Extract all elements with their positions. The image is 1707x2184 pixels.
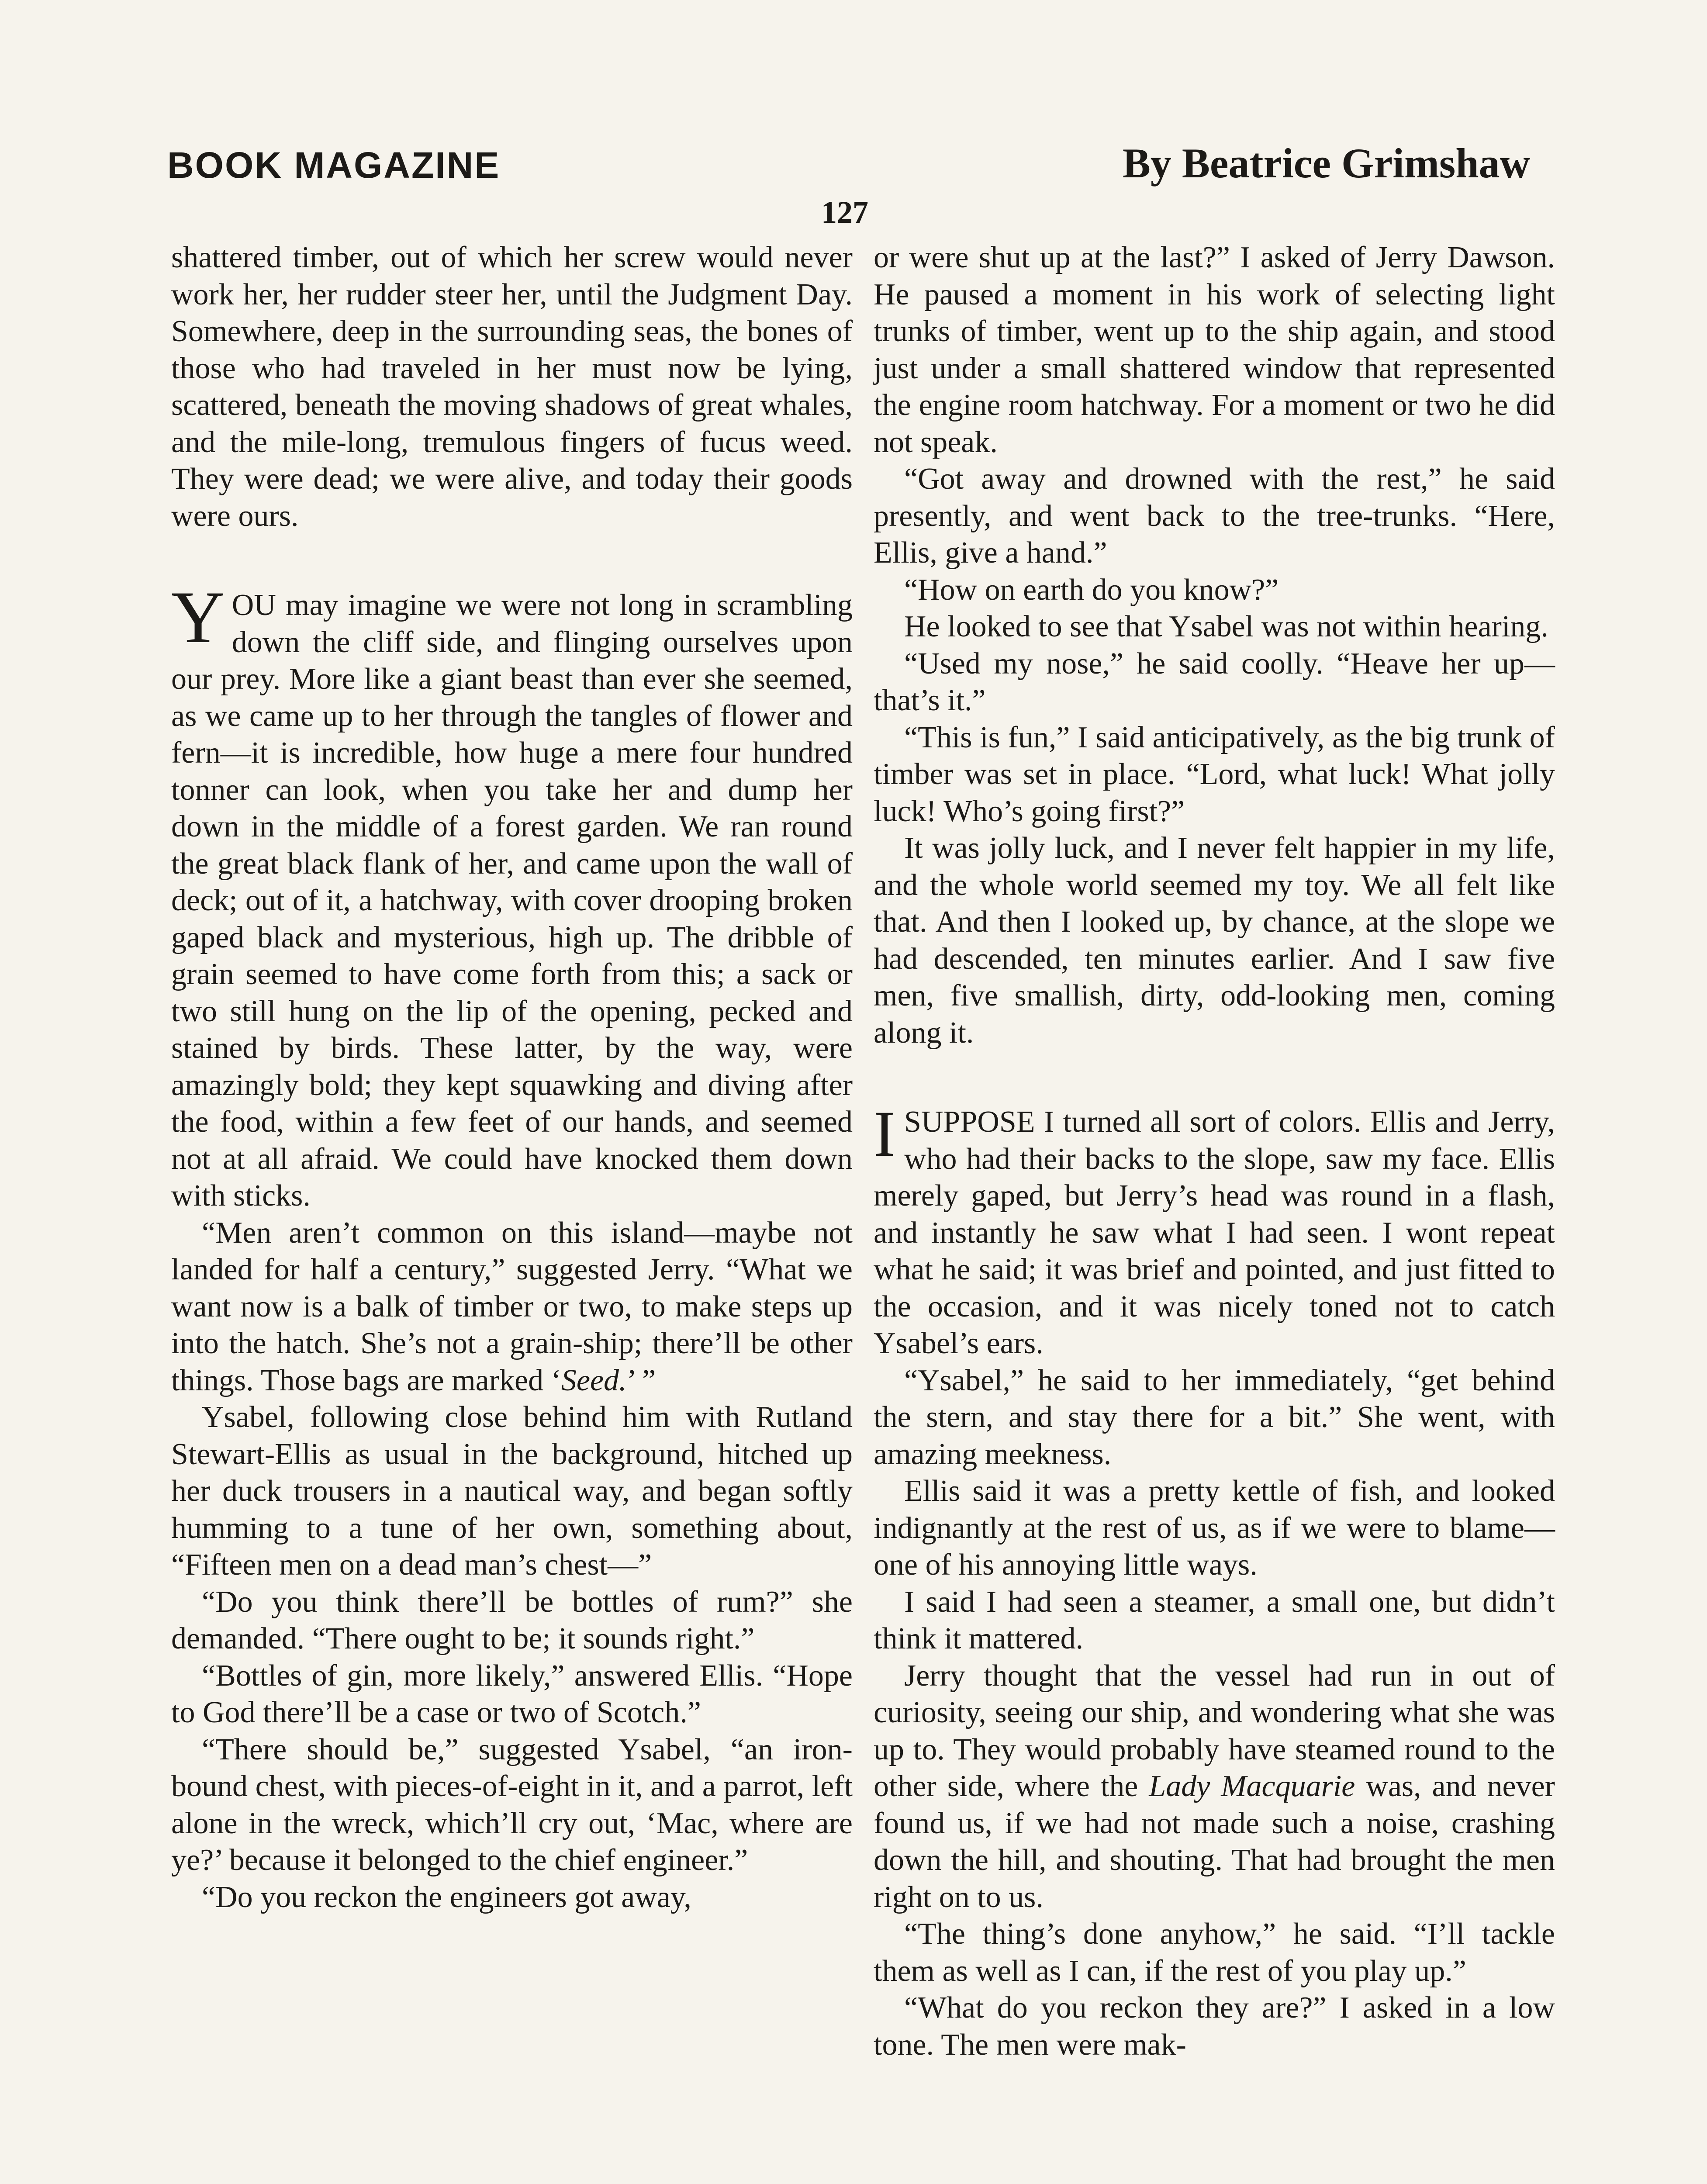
paragraph: shattered timber, out of which her screw would never work her, her rudder steer her, until the Judgment Day. Somewhere, deep in the surrounding seas, the bones of those who had traveled in her must now be lying, scattered, beneath the moving shadows of great whales, and the mile-long, tremulous fingers of fucus weed. They were dead; we were alive, and today their goods were ours. [171, 241, 853, 533]
paragraph: or were shut up at the last?” I asked of Jerry Dawson. He paused a moment in his work of selecting light trunks of timber, went up to the ship again, and stood just under a small shattered window that represented the engine room hatchway. For a moment or two he did not speak. [874, 241, 1555, 459]
author-byline: By Beatrice Grimshaw [1122, 140, 1530, 187]
paragraph: “Got away and drowned with the rest,” he said presently, and went back to the tree-trunks. “Here, Ellis, give a hand.” [874, 462, 1555, 570]
drop-cap: Y [171, 576, 225, 658]
italic-text: Seed. [561, 1363, 627, 1397]
paragraph-text: was, and never found us, if we had not made such a noise, crashing down the hill, and shouting. That had brought the men right on to us. [874, 1769, 1555, 1914]
paragraph-text: OU may imagine we were not long in scrambling down the cliff side, and flinging ourselves upon our prey. More like a giant beast than ever she seemed, as we came up to her through the tangles of flower and fern—it is incredible, how huge a mere four hundred tonner can look, when you take her and dump her down in the middle of a forest garden. We ran round the great black flank of her, and came upon the wall of deck; out of it, a hatchway, with cover drooping broken gaped black and mysterious, high up. The dribble of grain seemed to have come forth from this; a sack or two still hung on the lip of the opening, pecked and stained by birds. These latter, by the way, were amazingly bold; they kept squawking and diving after the food, within a few feet of our hands, and seemed not at all afraid. We could have knocked them down with sticks. [171, 588, 853, 1213]
paragraph [874, 1658, 1555, 1916]
paragraph: “How on earth do you know?” [904, 573, 1279, 607]
paragraph: He looked to see that Ysabel was not within hearing. [904, 610, 1548, 643]
paragraph: “The thing’s done anyhow,” he said. “I’ll tackle them as well as I can, if the rest of you play up.” [874, 1917, 1555, 1988]
paragraph: “Bottles of gin, more likely,” answered Ellis. “Hope to God there’ll be a case or two of Scotch.” [171, 1659, 853, 1729]
paragraph: Ysabel, following close behind him with Rutland Stewart-Ellis as usual in the background, hitched up her duck trousers in a nautical way, and began softly humming to a tune of her own, something about, “Fifteen men on a dead man’s chest—” [171, 1400, 853, 1582]
paragraph-text: SUPPOSE I turned all sort of colors. Ellis and Jerry, who had their backs to the slope, saw my face. Ellis merely gaped, but Jerry’s head was round in a flash, and instantly he saw what I had seen. I wont repeat what he said; it was brief and pointed, and just fitted to the occasion, and it was nicely toned not to catch Ysabel’s ears. [874, 1105, 1555, 1360]
paragraph-dropcap [874, 1098, 1555, 1362]
left-column [171, 239, 853, 1916]
paragraph: “Used my nose,” he said coolly. “Heave her up—that’s it.” [874, 646, 1555, 717]
paragraph-text: ’ ” [626, 1363, 656, 1397]
paragraph-dropcap [171, 576, 853, 1215]
paragraph [171, 1215, 853, 1400]
paragraph: Ellis said it was a pretty kettle of fish, and looked indignantly at the rest of us, as if we were to blame—one of his annoying little ways. [874, 1474, 1555, 1582]
paragraph: “Do you think there’ll be bottles of rum?” she demanded. “There ought to be; it sounds right.” [171, 1585, 853, 1655]
drop-cap: I [874, 1098, 895, 1170]
paragraph: It was jolly luck, and I never felt happier in my life, and the whole world seemed my toy. We all felt like that. And then I looked up, by chance, at the slope we had descended, ten minutes earlier. And I saw five men, five smallish, dirty, odd-looking men, coming along it. [874, 831, 1555, 1050]
right-column [874, 239, 1555, 2063]
paragraph: “What do you reckon they are?” I asked in a low tone. The men were mak- [874, 1991, 1555, 2062]
paragraph: “This is fun,” I said anticipatively, as the big trunk of timber was set in place. “Lord, what luck! What jolly luck! Who’s going first?” [874, 720, 1555, 828]
paragraph: “There should be,” suggested Ysabel, “an iron-bound chest, with pieces-of-eight in it, and a parrot, left alone in the wreck, which’ll cry out, ‘Mac, where are ye?’ because it belonged to the chief engineer.” [171, 1732, 853, 1877]
magazine-title: BOOK MAGAZINE [167, 145, 501, 186]
paragraph-text: Jerry thought that the vessel had run in out of curiosity, seeing our ship, and wondering what she was up to. They would probably have steamed round to the other side, where the [874, 1659, 1555, 1803]
paragraph-text: “Men aren’t common on this island—maybe not landed for half a century,” suggested Jerry. “What we want now is a balk of timber or two, to make steps up into the hatch. She’s not a grain-ship; there’ll be other things. Those bags are marked ‘ [171, 1216, 853, 1397]
paragraph: I said I had seen a steamer, a small one, but didn’t think it mattered. [874, 1585, 1555, 1655]
page-number: 127 [821, 195, 868, 230]
italic-text: Lady Macquarie [1149, 1769, 1355, 1803]
paragraph: “Do you reckon the engineers got away, [202, 1880, 691, 1914]
paragraph: “Ysabel,” he said to her immediately, “get behind the stern, and stay there for a bit.” She went, with amazing meekness. [874, 1363, 1555, 1471]
